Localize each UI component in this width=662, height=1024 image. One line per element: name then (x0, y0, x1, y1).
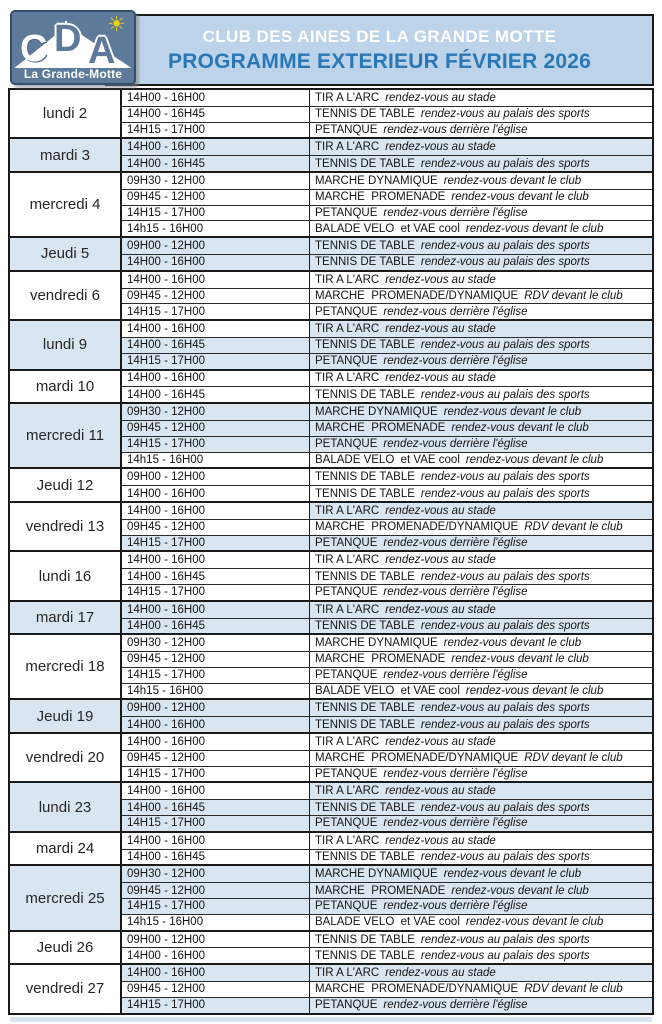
day-cell: mercredi 4 (10, 173, 122, 236)
activity-name: MARCHE PROMENADE (315, 884, 446, 897)
day-group (10, 402, 652, 467)
activity-cell (310, 898, 652, 914)
day-group (10, 831, 652, 865)
activity-name: TENNIS DE TABLE (315, 949, 415, 962)
activity-location: rendez-vous devant le club (443, 174, 582, 187)
day-cell: mercredi 11 (10, 404, 122, 467)
activity-cell (310, 189, 652, 205)
activity-name: TIR A L'ARC (315, 504, 380, 517)
activity-name: PETANQUE (315, 438, 378, 451)
activity-name: TIR A L'ARC (315, 967, 380, 980)
activity-location: rendez-vous devant le club (451, 191, 589, 204)
activity-location: rendez-vous au stade (385, 504, 496, 517)
activity-cell (310, 519, 652, 535)
activity-cell (310, 635, 652, 651)
activity-cell (310, 303, 652, 319)
activity-cell (310, 766, 652, 782)
activity-location: rendez-vous au stade (385, 554, 496, 567)
day-cell: lundi 2 (10, 90, 122, 137)
activity-name: TIR A L'ARC (315, 834, 380, 847)
time-cell: 14H00 - 16H00 (122, 272, 310, 288)
activity-location: rendez-vous au stade (385, 323, 496, 336)
activity-cell (310, 535, 652, 551)
time-cell: 14H00 - 16H45 (122, 337, 310, 353)
activity-name: TENNIS DE TABLE (315, 718, 415, 731)
activity-name: MARCHE DYNAMIQUE (315, 868, 438, 881)
activity-location: rendez-vous au stade (385, 785, 496, 798)
activity-name: MARCHE PROMENADE/DYNAMIQUE (315, 752, 519, 765)
activity-name: PETANQUE (315, 305, 378, 318)
time-cell: 14H00 - 16H00 (122, 503, 310, 519)
time-cell: 14H00 - 16H00 (122, 90, 310, 106)
activity-cell (310, 452, 652, 468)
activity-cell (310, 716, 652, 732)
activity-location: rendez-vous au stade (385, 91, 496, 104)
time-cell: 14H00 - 16H45 (122, 849, 310, 865)
activity-name: PETANQUE (315, 669, 378, 682)
activity-location: rendez-vous devant le club (451, 422, 589, 435)
time-cell: 09H30 - 12H00 (122, 173, 310, 189)
day-cell: mercredi 25 (10, 866, 122, 929)
activity-location: rendez-vous derrière l'église (383, 586, 528, 599)
time-cell: 14H15 - 17H00 (122, 535, 310, 551)
activity-name: PETANQUE (315, 900, 378, 913)
time-cell: 09H45 - 12H00 (122, 882, 310, 898)
activity-location: rendez-vous au palais des sports (420, 702, 590, 715)
activity-cell (310, 750, 652, 766)
activity-cell (310, 106, 652, 122)
time-cell: 14H00 - 16H45 (122, 155, 310, 171)
day-group (10, 698, 652, 732)
activity-location: rendez-vous au palais des sports (420, 339, 590, 352)
activity-location: RDV devant le club (524, 983, 623, 996)
activity-name: PETANQUE (315, 206, 378, 219)
time-cell: 14H15 - 17H00 (122, 584, 310, 600)
activity-cell (310, 602, 652, 618)
activity-name: MARCHE PROMENADE (315, 422, 446, 435)
activity-location: rendez-vous au palais des sports (420, 256, 590, 269)
activity-name: BALADE VELO et VAE cool (315, 222, 460, 235)
time-cell: 14h15 - 16H00 (122, 452, 310, 468)
activity-cell (310, 833, 652, 849)
activity-location: rendez-vous au palais des sports (420, 108, 590, 121)
activity-location: rendez-vous derrière l'église (383, 669, 528, 682)
activity-location: rendez-vous derrière l'église (383, 123, 528, 136)
activity-cell (310, 651, 652, 667)
activity-cell (310, 371, 652, 387)
club-logo (10, 10, 136, 85)
page-bottom-strip (10, 1017, 652, 1022)
activity-location: rendez-vous au palais des sports (420, 471, 590, 484)
time-cell: 09H45 - 12H00 (122, 420, 310, 436)
activity-cell (310, 799, 652, 815)
activity-location: rendez-vous au palais des sports (420, 240, 590, 253)
activity-location: rendez-vous derrière l'église (383, 817, 528, 830)
activity-cell (310, 997, 652, 1013)
time-cell: 14H15 - 17H00 (122, 667, 310, 683)
activity-name: TENNIS DE TABLE (315, 388, 415, 401)
activity-name: TENNIS DE TABLE (315, 471, 415, 484)
time-cell: 14H00 - 16H00 (122, 716, 310, 732)
activity-cell (310, 683, 652, 699)
activity-name: TIR A L'ARC (315, 785, 380, 798)
activity-cell (310, 932, 652, 948)
activity-location: rendez-vous devant le club (465, 685, 604, 698)
time-cell: 14H00 - 16H00 (122, 371, 310, 387)
time-cell: 14H00 - 16H45 (122, 106, 310, 122)
activity-name: PETANQUE (315, 536, 378, 549)
activity-location: rendez-vous derrière l'église (383, 900, 528, 913)
time-cell: 14H00 - 16H00 (122, 602, 310, 618)
logo-letter-a: A (88, 30, 116, 72)
activity-name: TIR A L'ARC (315, 372, 380, 385)
time-cell: 14h15 - 16H00 (122, 220, 310, 236)
activity-cell (310, 882, 652, 898)
sun-icon: ☀ (107, 13, 126, 36)
time-cell: 09H45 - 12H00 (122, 519, 310, 535)
activity-location: rendez-vous derrière l'église (383, 305, 528, 318)
activity-cell (310, 618, 652, 634)
day-cell: lundi 9 (10, 321, 122, 368)
time-cell: 14h15 - 16H00 (122, 683, 310, 699)
activity-cell (310, 139, 652, 155)
activity-name: TIR A L'ARC (315, 603, 380, 616)
activity-cell (310, 469, 652, 485)
activity-location: rendez-vous au palais des sports (420, 801, 590, 814)
activity-name: TIR A L'ARC (315, 273, 380, 286)
time-cell: 14H15 - 17H00 (122, 766, 310, 782)
time-cell: 09H45 - 12H00 (122, 288, 310, 304)
activity-cell (310, 667, 652, 683)
activity-location: rendez-vous au palais des sports (420, 487, 590, 500)
activity-name: TENNIS DE TABLE (315, 256, 415, 269)
time-cell: 14H00 - 16H00 (122, 783, 310, 799)
activity-name: PETANQUE (315, 123, 378, 136)
time-cell: 14h15 - 16H00 (122, 914, 310, 930)
time-cell: 09H30 - 12H00 (122, 866, 310, 882)
activity-name: TIR A L'ARC (315, 91, 380, 104)
time-cell: 14H15 - 17H00 (122, 303, 310, 319)
logo-subtitle: La Grande-Motte (23, 67, 123, 81)
activity-cell (310, 947, 652, 963)
activity-name: MARCHE PROMENADE (315, 653, 446, 666)
logo-letter-d: D (54, 18, 82, 60)
activity-cell (310, 485, 652, 501)
activity-cell (310, 155, 652, 171)
time-cell: 09H30 - 12H00 (122, 635, 310, 651)
time-cell: 09H45 - 12H00 (122, 651, 310, 667)
time-cell: 09H30 - 12H00 (122, 404, 310, 420)
activity-cell (310, 254, 652, 270)
day-group (10, 930, 652, 964)
activity-location: rendez-vous au palais des sports (420, 570, 590, 583)
activity-name: PETANQUE (315, 768, 378, 781)
time-cell: 14H15 - 17H00 (122, 122, 310, 138)
day-group (10, 963, 652, 1012)
time-cell: 09H45 - 12H00 (122, 981, 310, 997)
time-cell: 09H45 - 12H00 (122, 750, 310, 766)
activity-location: rendez-vous au palais des sports (420, 718, 590, 731)
activity-cell (310, 205, 652, 221)
day-cell: Jeudi 5 (10, 238, 122, 270)
activity-name: BALADE VELO et VAE cool (315, 916, 460, 929)
day-group (10, 732, 652, 781)
activity-name: TIR A L'ARC (315, 323, 380, 336)
activity-location: RDV devant le club (524, 289, 623, 302)
time-cell: 14H15 - 17H00 (122, 436, 310, 452)
day-cell: lundi 16 (10, 552, 122, 599)
activity-name: TENNIS DE TABLE (315, 240, 415, 253)
time-cell: 14H00 - 16H00 (122, 139, 310, 155)
time-cell: 14H15 - 17H00 (122, 898, 310, 914)
time-cell: 14H00 - 16H45 (122, 799, 310, 815)
activity-name: TIR A L'ARC (315, 141, 380, 154)
activity-cell (310, 815, 652, 831)
day-cell: Jeudi 19 (10, 700, 122, 732)
activity-name: MARCHE PROMENADE/DYNAMIQUE (315, 289, 519, 302)
time-cell: 14H15 - 17H00 (122, 997, 310, 1013)
activity-name: BALADE VELO et VAE cool (315, 453, 460, 466)
activity-cell (310, 914, 652, 930)
day-group (10, 171, 652, 236)
activity-name: PETANQUE (315, 817, 378, 830)
day-group (10, 550, 652, 599)
activity-name: TENNIS DE TABLE (315, 702, 415, 715)
title-banner (105, 14, 654, 86)
activity-cell (310, 404, 652, 420)
day-group (10, 369, 652, 403)
activity-location: rendez-vous au stade (385, 141, 496, 154)
activity-location: rendez-vous devant le club (465, 222, 604, 235)
activity-cell (310, 866, 652, 882)
activity-cell (310, 90, 652, 106)
activity-location: rendez-vous au stade (385, 967, 496, 980)
day-cell: Jeudi 12 (10, 469, 122, 501)
activity-location: rendez-vous devant le club (465, 916, 604, 929)
time-cell: 14H00 - 16H00 (122, 734, 310, 750)
activity-cell (310, 849, 652, 865)
time-cell: 14H00 - 16H00 (122, 965, 310, 981)
time-cell: 14H00 - 16H00 (122, 947, 310, 963)
activity-name: TENNIS DE TABLE (315, 157, 415, 170)
day-cell: mardi 3 (10, 139, 122, 171)
activity-cell (310, 503, 652, 519)
time-cell: 14H00 - 16H00 (122, 321, 310, 337)
day-cell: vendredi 20 (10, 734, 122, 781)
activity-location: rendez-vous devant le club (443, 868, 582, 881)
activity-name: MARCHE PROMENADE/DYNAMIQUE (315, 521, 519, 534)
day-group (10, 236, 652, 270)
activity-name: TENNIS DE TABLE (315, 851, 415, 864)
activity-location: rendez-vous au palais des sports (420, 388, 590, 401)
activity-location: rendez-vous au palais des sports (420, 949, 590, 962)
day-group (10, 90, 652, 137)
day-cell: mardi 17 (10, 602, 122, 634)
day-group (10, 319, 652, 368)
time-cell: 14H00 - 16H00 (122, 254, 310, 270)
activity-name: PETANQUE (315, 999, 378, 1012)
activity-name: MARCHE DYNAMIQUE (315, 174, 438, 187)
activity-location: rendez-vous derrière l'église (383, 355, 528, 368)
activity-cell (310, 220, 652, 236)
activity-location: rendez-vous au palais des sports (420, 851, 590, 864)
activity-cell (310, 965, 652, 981)
day-group (10, 600, 652, 634)
day-cell: mardi 24 (10, 833, 122, 865)
activity-name: MARCHE PROMENADE/DYNAMIQUE (315, 983, 519, 996)
activity-name: PETANQUE (315, 355, 378, 368)
day-group (10, 781, 652, 830)
schedule-table (8, 88, 654, 1015)
activity-name: TENNIS DE TABLE (315, 487, 415, 500)
header (8, 10, 654, 86)
activity-location: RDV devant le club (524, 521, 623, 534)
activity-location: rendez-vous derrière l'église (383, 206, 528, 219)
activity-name: TENNIS DE TABLE (315, 801, 415, 814)
day-cell: vendredi 6 (10, 272, 122, 319)
time-cell: 14H00 - 16H45 (122, 568, 310, 584)
activity-cell (310, 734, 652, 750)
activity-name: TENNIS DE TABLE (315, 933, 415, 946)
time-cell: 14H15 - 17H00 (122, 353, 310, 369)
day-cell: vendredi 27 (10, 965, 122, 1012)
time-cell: 14H00 - 16H00 (122, 485, 310, 501)
activity-cell (310, 337, 652, 353)
time-cell: 14H00 - 16H45 (122, 386, 310, 402)
activity-name: TIR A L'ARC (315, 735, 380, 748)
logo-letter-c: C (20, 28, 48, 70)
activity-cell (310, 321, 652, 337)
time-cell: 14H00 - 16H45 (122, 618, 310, 634)
activity-cell (310, 238, 652, 254)
page-title: PROGRAMME EXTERIEUR FÉVRIER 2026 (168, 49, 591, 73)
activity-location: rendez-vous devant le club (451, 653, 589, 666)
activity-name: TENNIS DE TABLE (315, 570, 415, 583)
club-title: CLUB DES AINES DE LA GRANDE MOTTE (202, 26, 557, 46)
activity-location: rendez-vous au stade (385, 603, 496, 616)
time-cell: 14H00 - 16H00 (122, 833, 310, 849)
activity-location: rendez-vous au stade (385, 834, 496, 847)
activity-location: rendez-vous au stade (385, 273, 496, 286)
day-cell: mardi 10 (10, 371, 122, 403)
activity-location: rendez-vous derrière l'église (383, 999, 528, 1012)
day-cell: lundi 23 (10, 783, 122, 830)
activity-name: TIR A L'ARC (315, 554, 380, 567)
time-cell: 09H00 - 12H00 (122, 469, 310, 485)
day-group (10, 633, 652, 698)
activity-cell (310, 386, 652, 402)
time-cell: 14H15 - 17H00 (122, 205, 310, 221)
day-group (10, 137, 652, 171)
activity-location: rendez-vous devant le club (451, 884, 589, 897)
activity-location: RDV devant le club (524, 752, 623, 765)
time-cell: 14H15 - 17H00 (122, 815, 310, 831)
activity-name: MARCHE DYNAMIQUE (315, 637, 438, 650)
activity-cell (310, 568, 652, 584)
activity-name: TENNIS DE TABLE (315, 619, 415, 632)
day-group (10, 270, 652, 319)
activity-cell (310, 122, 652, 138)
activity-location: rendez-vous au palais des sports (420, 933, 590, 946)
activity-cell (310, 552, 652, 568)
activity-location: rendez-vous au palais des sports (420, 157, 590, 170)
time-cell: 09H00 - 12H00 (122, 932, 310, 948)
activity-name: MARCHE DYNAMIQUE (315, 406, 438, 419)
activity-cell (310, 173, 652, 189)
activity-location: rendez-vous devant le club (465, 453, 604, 466)
activity-location: rendez-vous au stade (385, 372, 496, 385)
day-group (10, 467, 652, 501)
activity-location: rendez-vous devant le club (443, 637, 582, 650)
day-group (10, 501, 652, 550)
time-cell: 09H00 - 12H00 (122, 238, 310, 254)
day-cell: vendredi 13 (10, 503, 122, 550)
activity-location: rendez-vous au stade (385, 735, 496, 748)
activity-name: BALADE VELO et VAE cool (315, 685, 460, 698)
activity-cell (310, 584, 652, 600)
activity-location: rendez-vous derrière l'église (383, 438, 528, 451)
activity-cell (310, 272, 652, 288)
activity-cell (310, 981, 652, 997)
activity-cell (310, 353, 652, 369)
activity-cell (310, 700, 652, 716)
time-cell: 09H45 - 12H00 (122, 189, 310, 205)
activity-cell (310, 783, 652, 799)
activity-cell (310, 436, 652, 452)
activity-location: rendez-vous derrière l'église (383, 536, 528, 549)
time-cell: 09H00 - 12H00 (122, 700, 310, 716)
day-cell: mercredi 18 (10, 635, 122, 698)
activity-location: rendez-vous derrière l'église (383, 768, 528, 781)
activity-cell (310, 288, 652, 304)
activity-cell (310, 420, 652, 436)
activity-location: rendez-vous au palais des sports (420, 619, 590, 632)
day-group (10, 864, 652, 929)
activity-name: MARCHE PROMENADE (315, 191, 446, 204)
activity-name: TENNIS DE TABLE (315, 339, 415, 352)
time-cell: 14H00 - 16H00 (122, 552, 310, 568)
activity-name: PETANQUE (315, 586, 378, 599)
activity-location: rendez-vous devant le club (443, 406, 582, 419)
activity-name: TENNIS DE TABLE (315, 108, 415, 121)
day-cell: Jeudi 26 (10, 932, 122, 964)
